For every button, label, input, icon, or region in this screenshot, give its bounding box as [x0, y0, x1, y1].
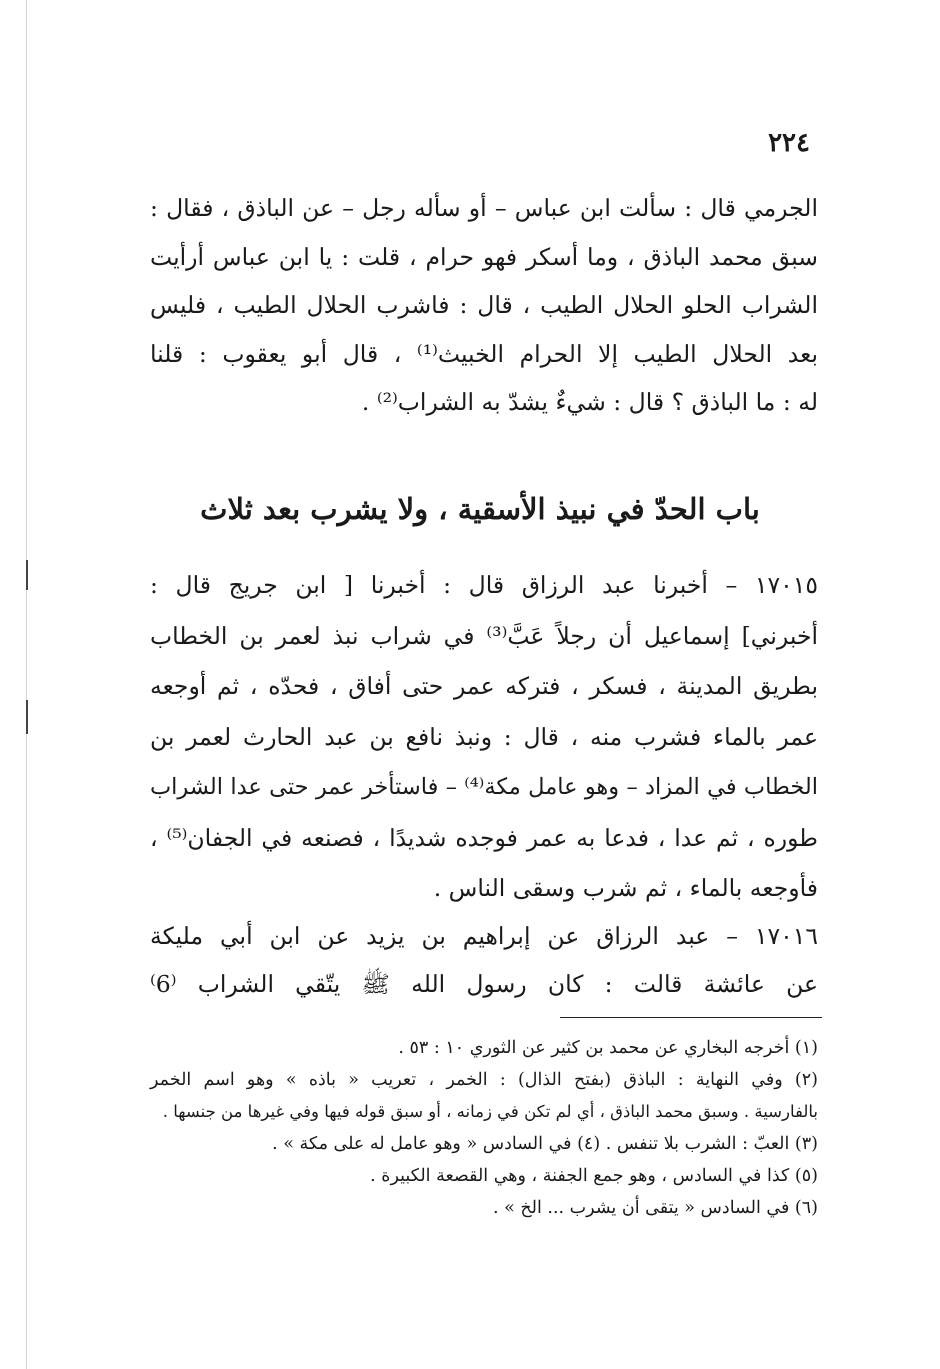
text-line: سبق محمد الباذق ، وما أسكر فهو حرام ، قلت : يا ابن عباس أرأيت — [150, 242, 818, 271]
scan-mark — [26, 700, 28, 734]
section-heading: باب الحدّ في نبيذ الأسقية ، ولا يشرب بعد ثلاث — [200, 492, 760, 526]
scan-mark — [26, 560, 28, 590]
footnote: (١) أخرجه البخاري عن محمد بن كثير عن الثوري ١٠ : ٥٣ . — [398, 1038, 818, 1058]
text-line: عمر بالماء فشرب منه ، قال : ونبذ نافع بن عبد الحارث لعمر بن — [150, 722, 818, 751]
footnote: بالفارسية . وسبق محمد الباذق ، أي لم تكن في زمانه ، أو سبق قوله فيها وفي غيرها من جنسها . — [162, 1102, 818, 1121]
page-number: ٢٢٤ — [768, 128, 810, 158]
text-line: بطريق المدينة ، فسكر ، فتركه عمر حتى أفاق ، فحدّه ، ثم أوجعه — [150, 672, 818, 700]
text-line: فأوجعه بالماء ، ثم شرب وسقى الناس . — [433, 874, 818, 902]
text-line: الشراب الحلو الحلال الطيب ، قال : فاشرب الحلال الطيب ، فليس — [150, 291, 818, 319]
footnote: (٦) في السادس « يتقى أن يشرب ... الخ » . — [492, 1198, 818, 1218]
text-line: بعد الحلال الطيب إلا الحرام الخبيث⁽¹⁾ ، قال أبو يعقوب : قلنا — [150, 339, 818, 368]
hadith-17016 — [150, 912, 818, 1008]
text-line: الجرمي قال : سألت ابن عباس – أو سأله رجل – عن الباذق ، فقال : — [150, 194, 818, 222]
page-edge — [26, 0, 27, 1369]
text-line: ١٧٠١٦ – عبد الرزاق عن إبراهيم بن يزيد عن ابن أبي مليكة — [150, 922, 818, 950]
footnote: (٥) كذا في السادس ، وهو جمع الجفنة ، وهي القصعة الكبيرة . — [370, 1166, 818, 1186]
footnote: (٢) وفي النهاية : الباذق (بفتح الذال) : الخمر ، تعريب « باذه » وهو اسم الخمر — [150, 1070, 818, 1090]
text-line: ١٧٠١٥ – أخبرنا عبد الرزاق قال : أخبرنا [ ابن جريج قال : — [150, 571, 818, 599]
text-line: له : ما الباذق ؟ قال : شيءٌ يشدّ به الشراب⁽²⁾ . — [361, 388, 818, 416]
footnote: (٣) العبّ : الشرب بلا تنفس . (٤) في السادس « وهو عامل له على مكة » . — [272, 1134, 818, 1154]
text-line: طوره ، ثم عدا ، فدعا به عمر فوجده شديدًا ، فصنعه في الجفان⁽⁵⁾ ، — [150, 823, 818, 852]
hadith-17015 — [150, 560, 818, 914]
paragraph-continuation — [150, 184, 818, 427]
text-line: الخطاب في المزاد – وهو عامل مكة⁽⁴⁾ – فاستأخر عمر حتى عدا الشراب — [150, 774, 819, 800]
footnotes — [150, 1032, 818, 1224]
text-line: أخبرني] إسماعيل أن رجلاً عَبَّ⁽³⁾ في شراب نبذ لعمر بن الخطاب — [150, 621, 819, 650]
footnote-separator — [560, 1017, 822, 1018]
text-line: عن عائشة قالت : كان رسول الله ﷺ يتّقي الشراب ⁽6⁾ — [150, 970, 818, 998]
